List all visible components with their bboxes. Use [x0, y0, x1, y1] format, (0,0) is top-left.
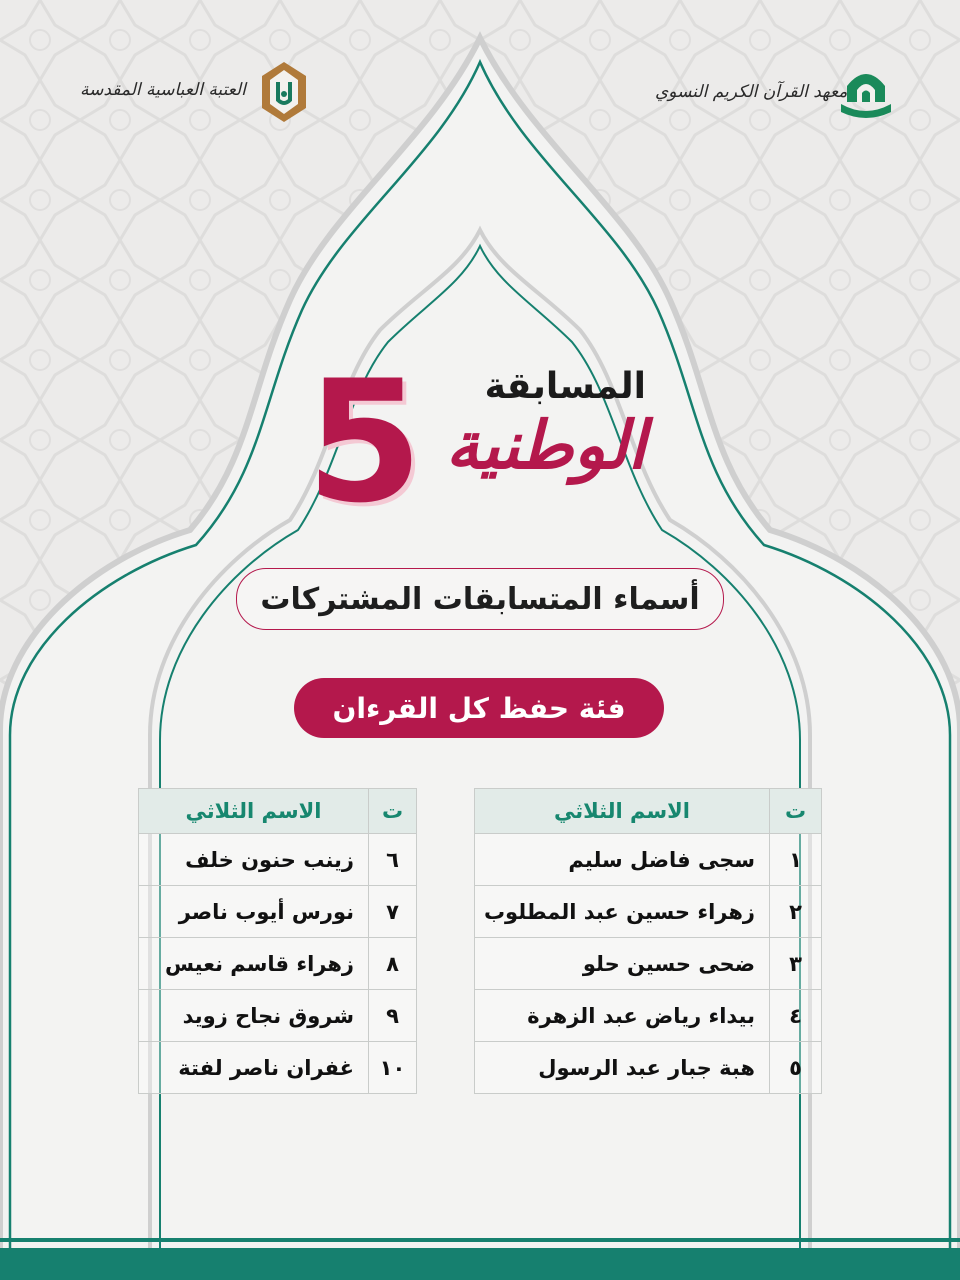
names-table-left — [138, 788, 417, 1094]
names-table-right — [474, 788, 822, 1094]
row-name: زهراء قاسم نعيس — [139, 938, 369, 990]
footer-divider — [0, 1238, 960, 1242]
footer-bar — [0, 1248, 960, 1280]
shrine-emblem-icon — [258, 60, 310, 124]
table-row — [139, 1042, 417, 1094]
row-index: ٦ — [369, 834, 417, 886]
row-name: نورس أيوب ناصر — [139, 886, 369, 938]
title-top-word: المسابقة — [484, 366, 646, 407]
column-header-index: ت — [369, 789, 417, 834]
table-row — [139, 990, 417, 1042]
table-row — [475, 938, 822, 990]
title-main-word: الوطنية — [445, 406, 646, 484]
row-index: ٥ — [770, 1042, 822, 1094]
row-index: ٤ — [770, 990, 822, 1042]
table-row — [475, 1042, 822, 1094]
column-header-index: ت — [770, 789, 822, 834]
row-name: زهراء حسين عبد المطلوب — [475, 886, 770, 938]
competition-title — [300, 344, 660, 540]
row-index: ٨ — [369, 938, 417, 990]
table-row — [139, 834, 417, 886]
column-header-name: الاسم الثلاثي — [139, 789, 369, 834]
subtitle-banner — [236, 568, 724, 630]
column-header-name: الاسم الثلاثي — [475, 789, 770, 834]
table-row — [475, 834, 822, 886]
row-index: ٢ — [770, 886, 822, 938]
quran-institute-logo-text: معهد القرآن الكريم النسوي — [655, 82, 848, 102]
table-row — [139, 886, 417, 938]
row-name: هبة جبار عبد الرسول — [475, 1042, 770, 1094]
al-abbas-shrine-logo — [80, 58, 320, 128]
row-name: سجى فاضل سليم — [475, 834, 770, 886]
table-row — [475, 886, 822, 938]
table-row — [139, 938, 417, 990]
row-name: زينب حنون خلف — [139, 834, 369, 886]
quran-institute-logo — [655, 60, 900, 126]
row-name: ضحى حسين حلو — [475, 938, 770, 990]
row-index: ٩ — [369, 990, 417, 1042]
row-name: شروق نجاح زويد — [139, 990, 369, 1042]
row-name: غفران ناصر لفتة — [139, 1042, 369, 1094]
table-header-row — [475, 789, 822, 834]
mosque-book-icon — [835, 62, 897, 122]
row-index: ١٠ — [369, 1042, 417, 1094]
al-abbas-shrine-logo-text: العتبة العباسية المقدسة — [80, 80, 246, 100]
table-row — [475, 990, 822, 1042]
title-number: 5 — [306, 344, 423, 540]
row-index: ١ — [770, 834, 822, 886]
row-name: بيداء رياض عبد الزهرة — [475, 990, 770, 1042]
category-text: فئة حفظ كل القرءان — [332, 691, 626, 725]
table-header-row — [139, 789, 417, 834]
row-index: ٧ — [369, 886, 417, 938]
category-banner — [294, 678, 664, 738]
row-index: ٣ — [770, 938, 822, 990]
subtitle-text: أسماء المتسابقات المشتركات — [260, 581, 700, 617]
